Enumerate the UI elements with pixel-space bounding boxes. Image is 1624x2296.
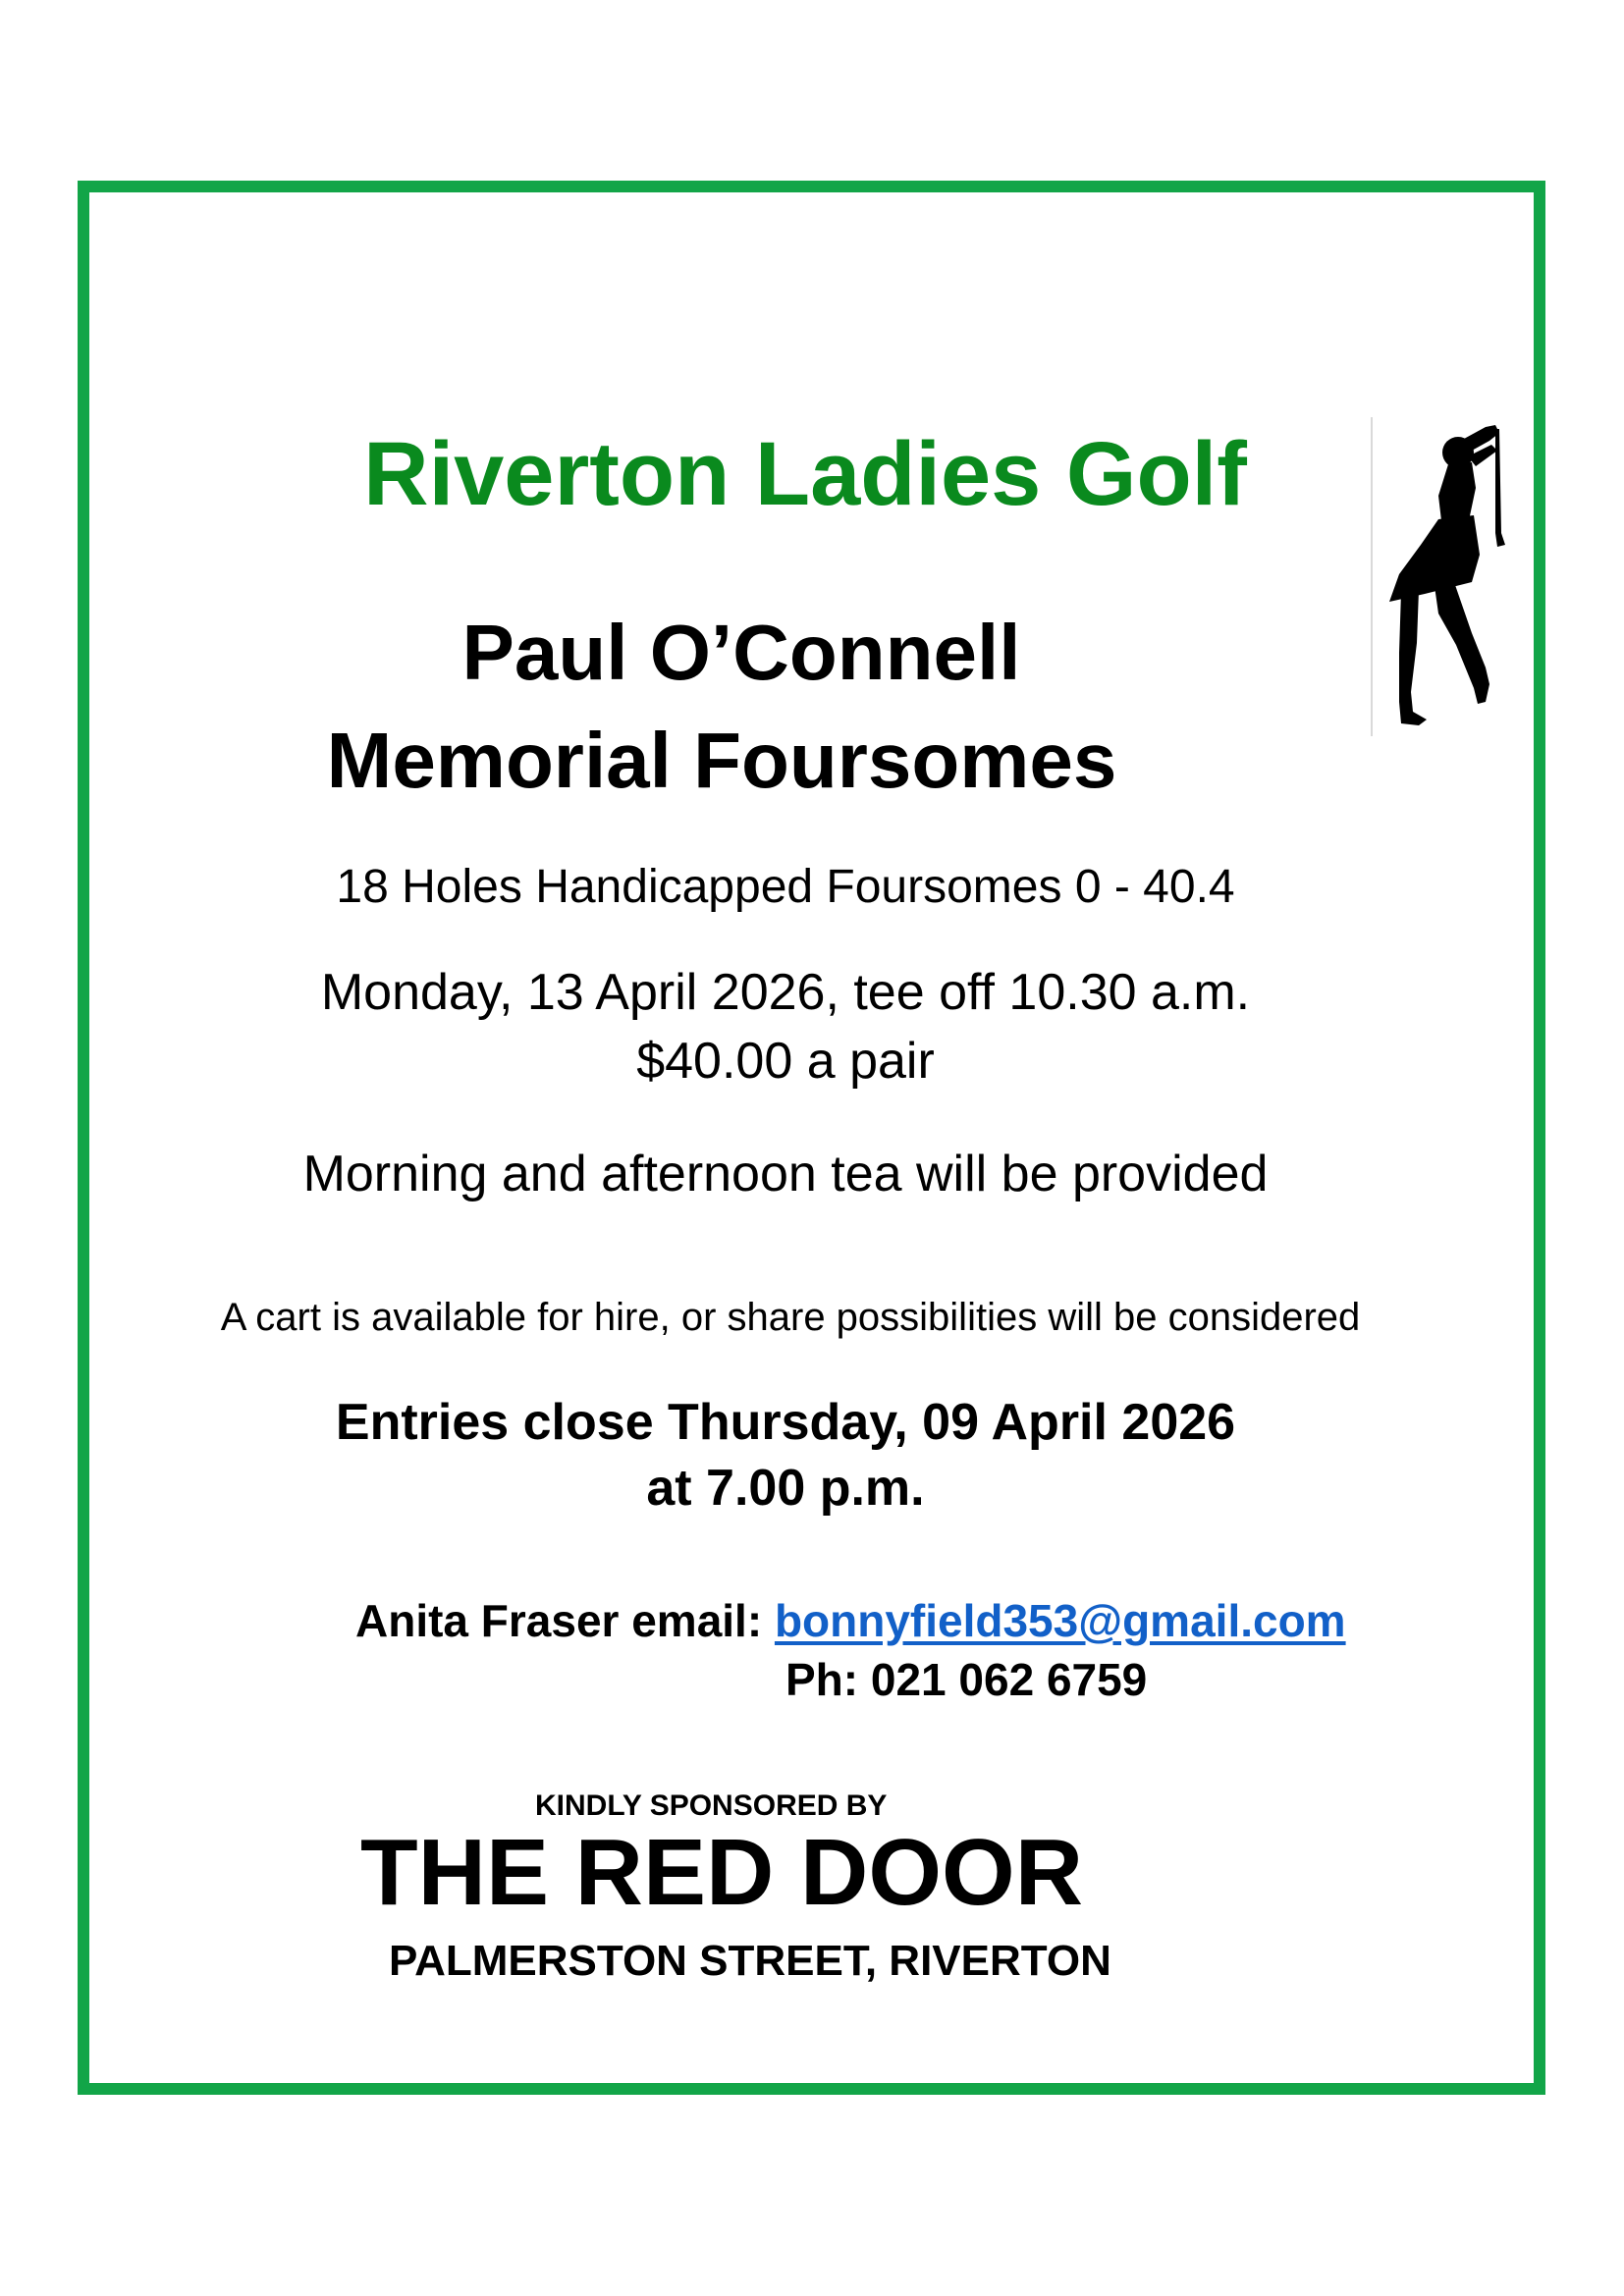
event-title-line-2: Memorial Foursomes	[326, 717, 1117, 804]
format-line: 18 Holes Handicapped Foursomes 0 - 40.4	[336, 861, 1235, 913]
price-line: $40.00 a pair	[636, 1033, 935, 1090]
golfer-silhouette-icon	[1370, 417, 1522, 736]
sponsor-name: THE RED DOOR	[360, 1820, 1084, 1925]
contact-line	[355, 1595, 1346, 1646]
entries-close-line-1: Entries close Thursday, 09 April 2026	[335, 1394, 1236, 1451]
sponsor-label: KINDLY SPONSORED BY	[535, 1789, 888, 1822]
entries-close-line-2: at 7.00 p.m.	[646, 1460, 925, 1517]
phone-number: Ph: 021 062 6759	[785, 1654, 1148, 1705]
date-time-line: Monday, 13 April 2026, tee off 10.30 a.m.	[320, 964, 1251, 1021]
catering-line: Morning and afternoon tea will be provided	[302, 1146, 1269, 1202]
cart-note: A cart is available for hire, or share possibilities will be considered	[220, 1296, 1361, 1339]
event-title-line-1: Paul O’Connell	[461, 609, 1021, 696]
sponsor-address: PALMERSTON STREET, RIVERTON	[389, 1937, 1111, 1985]
club-title: Riverton Ladies Golf	[363, 424, 1247, 524]
contact-label: Anita Fraser email:	[355, 1595, 775, 1646]
email-link[interactable]: bonnyfield353@gmail.com	[774, 1595, 1346, 1646]
